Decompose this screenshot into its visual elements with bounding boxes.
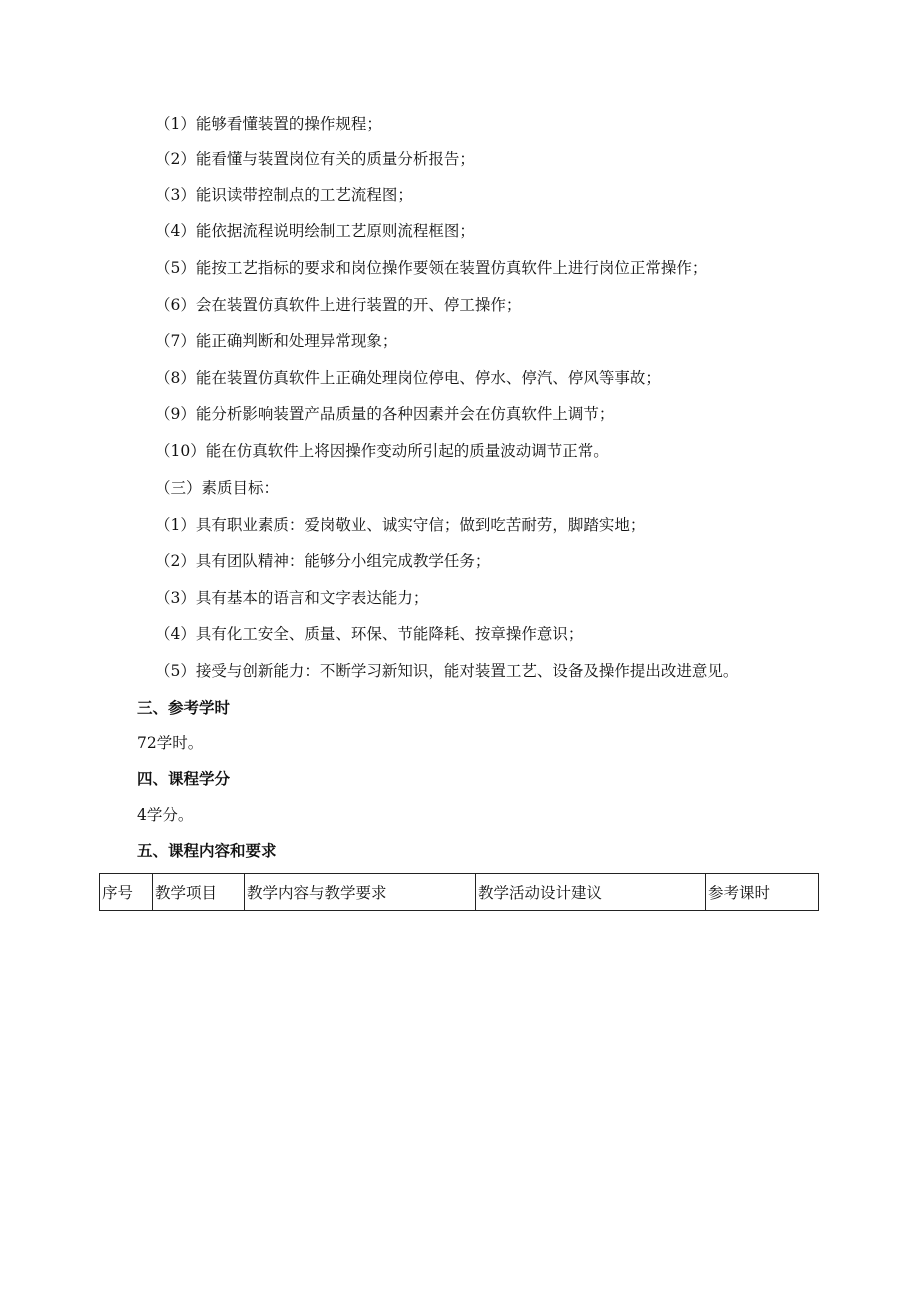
skill-item-6: （6）会在装置仿真软件上进行装置的开、停工操作； — [155, 296, 522, 314]
skill-item-4: （4）能依据流程说明绘制工艺原则流程框图； — [155, 222, 475, 240]
skill-item-9: （9）能分析影响装置产品质量的各种因素并会在仿真软件上调节； — [155, 405, 615, 423]
section-4-title: 四、课程学分 — [137, 770, 231, 788]
quality-item-5: （5）接受与创新能力：不断学习新知识，能对装置工艺、设备及操作提出改进意见。 — [155, 662, 739, 680]
header-cell-hours: 参考课时 — [706, 874, 819, 911]
skill-item-8: （8）能在装置仿真软件上正确处理岗位停电、停水、停汽、停风等事故； — [155, 369, 661, 387]
skill-item-2: （2）能看懂与装置岗位有关的质量分析报告； — [155, 150, 475, 168]
header-cell-activity: 教学活动设计建议 — [476, 874, 706, 911]
header-cell-index: 序号 — [100, 874, 153, 911]
skill-item-3: （3）能识读带控制点的工艺流程图； — [155, 186, 413, 204]
skill-item-7: （7）能正确判断和处理异常现象； — [155, 332, 398, 350]
section-4-content: 4学分。 — [137, 806, 194, 824]
course-content-table — [99, 873, 819, 911]
section-3-title: 三、参考学时 — [137, 699, 231, 717]
quality-item-1: （1）具有职业素质：爱岗敬业、诚实守信；做到吃苦耐劳，脚踏实地； — [155, 516, 646, 534]
section-5-title: 五、课程内容和要求 — [137, 842, 277, 860]
quality-item-2: （2）具有团队精神：能够分小组完成教学任务； — [155, 552, 491, 570]
skill-item-10: （10）能在仿真软件上将因操作变动所引起的质量波动调节正常。 — [155, 442, 609, 460]
header-cell-project: 教学项目 — [153, 874, 245, 911]
table-header-row — [100, 874, 819, 911]
quality-item-3: （3）具有基本的语言和文字表达能力； — [155, 589, 429, 607]
quality-item-4: （4）具有化工安全、质量、环保、节能降耗、按章操作意识； — [155, 625, 584, 643]
skill-item-5: （5）能按工艺指标的要求和岗位操作要领在装置仿真软件上进行岗位正常操作； — [155, 259, 708, 277]
header-cell-content: 教学内容与教学要求 — [245, 874, 476, 911]
skill-item-1: （1）能够看懂装置的操作规程； — [155, 115, 382, 133]
quality-heading: （三）素质目标： — [155, 479, 280, 497]
section-3-content: 72学时。 — [137, 734, 204, 752]
